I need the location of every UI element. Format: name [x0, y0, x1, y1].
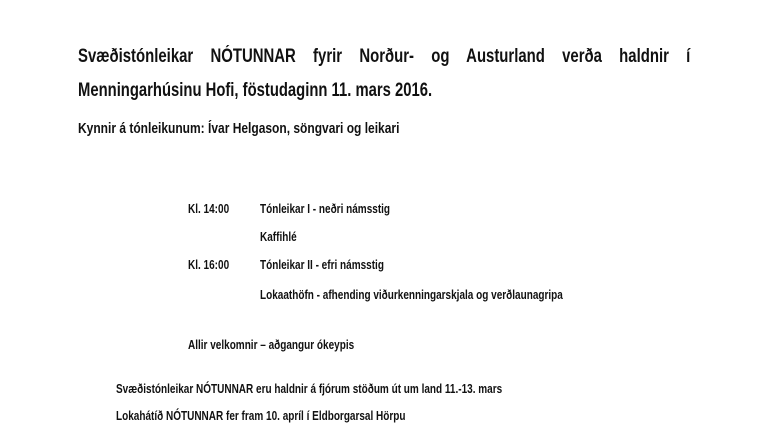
- schedule-item: Lokaathöfn - afhending viðurkenningarskjala og verðlaunagripa: [260, 288, 563, 302]
- host-line: Kynnir á tónleikunum: Ívar Helgason, söngvari og leikari: [78, 120, 400, 137]
- heading-line-1: Svæðistónleikar NÓTUNNAR fyrir Norður- og Austurland verða haldnir í: [78, 46, 691, 67]
- heading-line-2: Menningarhúsinu Hofi, föstudaginn 11. mars 2016.: [78, 80, 433, 101]
- footer-line: Lokahátíð NÓTUNNAR fer fram 10. apríl í Eldborgarsal Hörpu: [116, 409, 406, 423]
- schedule-time: Kl. 14:00: [188, 202, 230, 216]
- schedule-item: Kaffihlé: [260, 230, 297, 244]
- footer-line: Svæðistónleikar NÓTUNNAR eru haldnir á fjórum stöðum út um land 11.-13. mars: [116, 382, 503, 396]
- schedule-time: Kl. 16:00: [188, 258, 230, 272]
- schedule-item: Tónleikar I - neðri námsstig: [260, 202, 391, 216]
- welcome-line: Allir velkomnir – aðgangur ókeypis: [188, 338, 355, 352]
- schedule-item: Tónleikar II - efri námsstig: [260, 258, 384, 272]
